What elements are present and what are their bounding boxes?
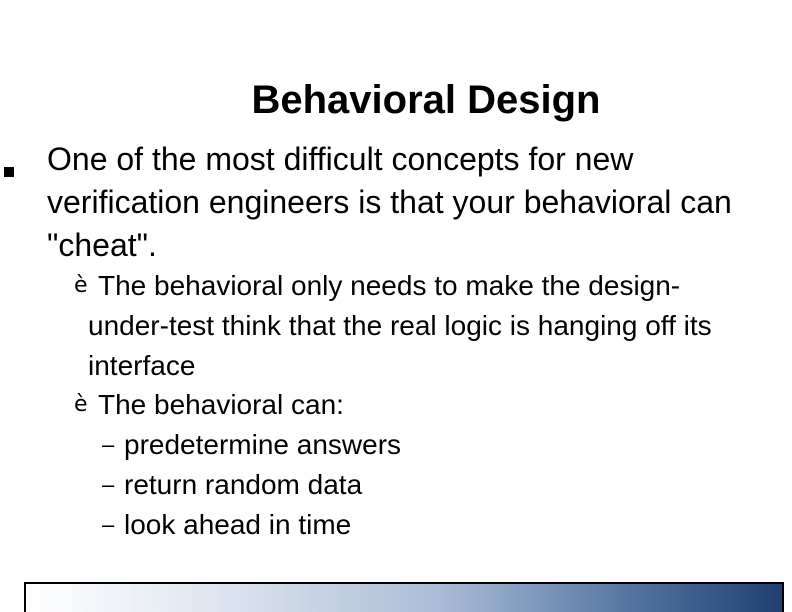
main-bullet-line: "cheat". — [47, 227, 157, 263]
main-bullet-line: One of the most difficult concepts for new — [47, 141, 634, 177]
dash-bullet-icon: – — [102, 472, 115, 497]
main-bullet-line: verification engineers is that your behavioral can — [47, 184, 732, 220]
list-item: predetermine answers — [124, 429, 402, 460]
sub-bullet-line: under-test think that the real logic is hanging off its — [88, 310, 712, 341]
sub-bullet-text — [88, 266, 712, 386]
slide-title: Behavioral Design — [251, 78, 601, 122]
sub-bullet-line: interface — [88, 350, 196, 381]
main-bullet-text — [47, 138, 732, 267]
dash-bullet-icon: – — [102, 432, 115, 457]
square-bullet-icon — [4, 167, 14, 177]
dash-bullet-icon: – — [102, 512, 115, 537]
footer-gradient-bar — [24, 582, 784, 612]
arrow-bullet-icon: è — [74, 273, 88, 298]
sub-bullet-line: The behavioral only needs to make the design- — [98, 270, 681, 301]
list-item: return random data — [124, 469, 363, 500]
list-item: look ahead in time — [124, 509, 352, 540]
arrow-bullet-icon: è — [74, 392, 88, 417]
sub-bullet-text: The behavioral can: — [98, 389, 344, 420]
